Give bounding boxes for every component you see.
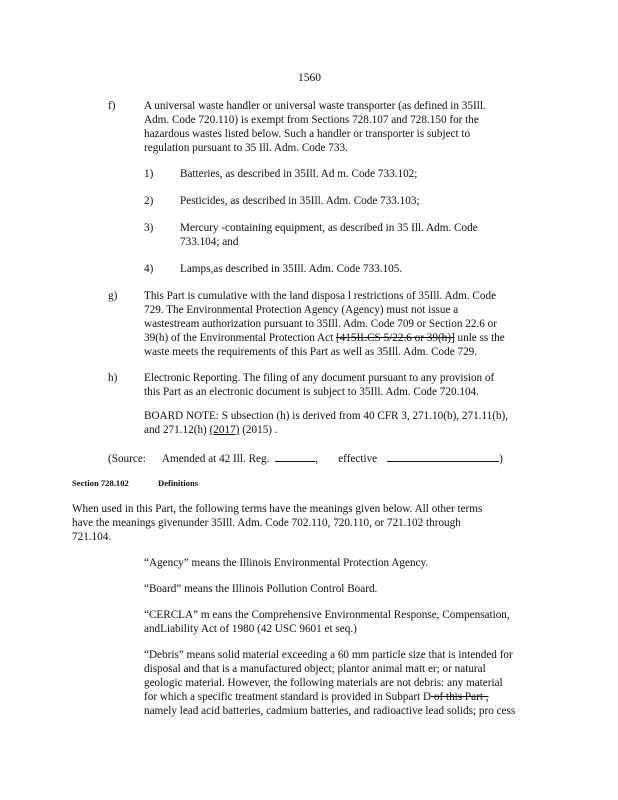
definition-debris: namely lead acid batteries, cadmium batteries, and radioactive lead solids; pro cess (144, 705, 516, 717)
intro-line: have the meanings givenunder 35Ill. Adm. Code 702.110, 720.110, or 721.102 through (72, 517, 461, 529)
item-g-struck-citation: [415ILCS 5/22.6 or 39(h)] (336, 332, 455, 344)
item-g-line: waste meets the requirements of this Part as well as 35Ill. Adm. Code 729. (144, 346, 478, 358)
board-note-line: BOARD NOTE: S ubsection (h) is derived from 40 CFR 3, 271.10(b), 271.11(b), (144, 410, 509, 422)
source-line (108, 451, 503, 466)
source-separator: , (315, 453, 319, 465)
board-note-tail: (2015) . (239, 424, 278, 436)
section-number: Section 728.102 (72, 478, 129, 488)
subitem-3-text: 733.104; and (180, 236, 239, 248)
source-amended: Amended at 42 Ill. Reg. (161, 453, 270, 465)
page-number: 1560 (298, 72, 321, 84)
item-g-line4-tail: unle ss the (454, 332, 505, 344)
item-f-line: regulation pursuant to 35 Ill. Adm. Code 733. (144, 142, 348, 154)
definition-cercla: andLiability Act of 1980 (42 USC 9601 et seq.) (144, 623, 357, 635)
item-g-line: 729. The Environmental Protection Agency (Agency) must not issue a (144, 304, 459, 316)
intro-line: When used in this Part, the following terms have the meanings given below. All other terms (72, 503, 483, 515)
item-f-label: f) (108, 100, 116, 112)
subitem-1-text: Batteries, as described in 35Ill. Ad m. Code 733.102; (180, 168, 418, 180)
definition-board: “Board” means the Illinois Pollution Control Board. (144, 583, 378, 595)
item-f-line: Adm. Code 720.110) is exempt from Sections 728.107 and 728.150 for the (144, 114, 479, 126)
board-note-underlined-year: (2017) (209, 424, 240, 436)
item-f-line: A universal waste handler or universal waste transporter (as defined in 35Ill. (144, 100, 486, 112)
subitem-4-label: 4) (144, 263, 154, 275)
item-h-label: h) (108, 372, 118, 384)
item-g-line: wastestream authorization pursuant to 35Ill. Adm. Code 709 or Section 22.6 or (144, 318, 497, 330)
subitem-1-label: 1) (144, 168, 154, 180)
source-effective: effective (338, 453, 378, 465)
board-note-line (144, 424, 278, 437)
source-close: ) (499, 453, 503, 465)
definition-agency: “Agency” means the Illinois Environmental Protection Agency. (144, 557, 429, 569)
effective-date-blank (387, 451, 499, 462)
debris-line4-text: for which a specific treatment standard is provided in Subpart D (144, 691, 432, 703)
subitem-2-text: Pesticides, as described in 35Ill. Adm. Code 733.103; (180, 195, 420, 207)
item-g-line4-text: 39(h) of the Environmental Protection Act (144, 332, 337, 344)
item-h-line: this Part as an electronic document is subject to 35Ill. Adm. Code 720.104. (144, 386, 479, 398)
intro-line: 721.104. (72, 531, 112, 543)
item-g-line (144, 332, 505, 345)
board-note-text: and 271.12(h) (144, 424, 210, 436)
debris-struck-text: of this Part , (431, 691, 489, 703)
item-g-line: This Part is cumulative with the land disposa l restrictions of 35Ill. Adm. Code (144, 290, 497, 302)
definition-debris (144, 691, 489, 704)
section-title: Definitions (158, 478, 199, 488)
definition-debris: geologic material. However, the following materials are not debris: any material (144, 677, 503, 689)
item-g-label: g) (108, 290, 118, 302)
item-f-line: hazardous wastes listed below. Such a handler or transporter is subject to (144, 128, 471, 140)
source-prefix: (Source: (108, 453, 146, 465)
definition-debris: disposal and that is a manufactured object; plantor animal matt er; or natural (144, 663, 486, 675)
subitem-2-label: 2) (144, 195, 154, 207)
register-blank (275, 451, 315, 462)
subitem-4-text: Lamps,as described in 35Ill. Adm. Code 733.105. (180, 263, 403, 275)
item-h-line: Electronic Reporting. The filing of any document pursuant to any provision of (144, 372, 495, 384)
subitem-3-label: 3) (144, 222, 154, 234)
definition-debris: “Debris” means solid material exceeding a 60 mm particle size that is intended for (144, 649, 513, 661)
subitem-3-text: Mercury -containing equipment, as described in 35 Ill. Adm. Code (180, 222, 478, 234)
definition-cercla: “CERCLA” m eans the Comprehensive Environmental Response, Compensation, (144, 609, 510, 621)
